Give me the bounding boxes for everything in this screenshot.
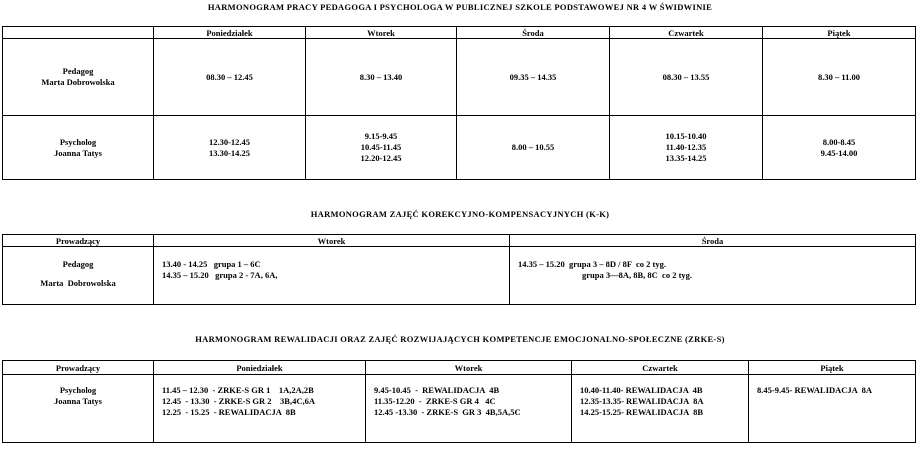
section1-title: HARMONOGRAM PRACY PEDAGOGA I PSYCHOLOGA W PUBLICZNEJ SZKOLE PODSTAWOWEJ NR 4 W ŚWIDWINIE (207, 2, 713, 12)
time-range: 11.40-12.35 (665, 142, 707, 152)
header-empty (3, 27, 154, 39)
time-range: 8.00 – 10.55 (511, 142, 555, 152)
group-entry: 13.40 - 14.25 grupa 1 – 6C (162, 259, 261, 269)
time-range: 12.30-12.45 (208, 136, 251, 147)
session-entry: 12.25 - 15.25 - REWALIDACJA 8B (162, 407, 296, 417)
person-name: Marta Dobrowolska (40, 278, 116, 288)
schedule-cell (749, 375, 916, 443)
time-range: 8.30 – 11.00 (817, 71, 861, 82)
header-tuesday: Wtorek (154, 235, 510, 247)
schedule-cell (763, 39, 916, 116)
role-label: Pedagog (62, 66, 94, 76)
session-entry: 10.40-11.40- REWALIDACJA 4B (580, 385, 703, 395)
work-schedule-table (2, 26, 916, 180)
header-teacher: Prowadzący (3, 235, 154, 247)
time-range: 08.30 – 13.55 (662, 71, 710, 82)
session-entry: 9.45-10.45 - REWALIDACJA 4B (374, 385, 500, 395)
time-range: 9.45-14.00 (820, 147, 858, 158)
header-friday: Piątek (763, 27, 916, 39)
header-friday: Piątek (749, 361, 916, 375)
header-monday: Poniedziałek (154, 27, 306, 39)
time-range: 10.15-10.40 (665, 131, 707, 141)
person-name: Marta Dobrowolska (41, 77, 115, 87)
role-cell (3, 116, 154, 180)
table-row (3, 375, 916, 443)
header-tuesday: Wtorek (306, 27, 457, 39)
person-name: Joanna Tatys (54, 147, 102, 158)
role-label: Psycholog (59, 385, 97, 395)
schedule-cell (572, 375, 749, 443)
schedule-cell (763, 116, 916, 180)
header-thursday: Czwartek (572, 361, 749, 375)
table-row (3, 39, 916, 116)
group-entry: grupa 3—8A, 8B, 8C co 2 tyg. (582, 270, 693, 280)
header-wednesday: Środa (457, 27, 610, 39)
time-range: 9.15-9.45 (364, 131, 398, 141)
time-range: 09.35 – 14.35 (509, 71, 557, 82)
schedule-cell (610, 116, 763, 180)
schedule-cell (510, 247, 916, 305)
schedule-cell (154, 39, 306, 116)
session-entry: 14.25-15.25- REWALIDACJA 8B (580, 407, 704, 417)
time-range: 12.20-12.45 (360, 153, 402, 163)
role-cell (3, 375, 154, 443)
header-teacher: Prowadzący (3, 361, 154, 375)
table-row (3, 116, 916, 180)
person-name: Joanna Tatys (54, 396, 102, 406)
section2-title: HARMONOGRAM ZAJĘĆ KOREKCYJNO-KOMPENSACYJNYCH (K-K) (310, 209, 610, 219)
time-range: 10.45-11.45 (360, 142, 402, 152)
schedule-cell (366, 375, 572, 443)
role-label: Pedagog (62, 259, 94, 269)
header-tuesday: Wtorek (366, 361, 572, 375)
schedule-cell (154, 375, 366, 443)
session-entry: 12.45 - 13.30 - ZRKE-S GR 2 3B,4C,6A (162, 396, 316, 406)
session-entry: 12.45 -13.30 - ZRKE-S GR 3 4B,5A,5C (374, 407, 521, 417)
role-cell (3, 39, 154, 116)
session-entry: 8.45-9.45- REWALIDACJA 8A (757, 385, 872, 395)
header-thursday: Czwartek (610, 27, 763, 39)
schedule-cell (306, 39, 457, 116)
schedule-cell (154, 116, 306, 180)
session-entry: 12.35-13.35- REWALIDACJA 8A (580, 396, 704, 406)
session-entry: 11.35-12.20 - ZRKE-S GR 4 4C (374, 396, 496, 406)
schedule-cell (457, 39, 610, 116)
schedule-cell (457, 116, 610, 180)
role-label: Psycholog (59, 136, 97, 147)
table-row (3, 247, 916, 305)
header-monday: Poniedziałek (154, 361, 366, 375)
header-wednesday: Środa (510, 235, 916, 247)
zrkes-schedule-table (2, 360, 916, 443)
time-range: 8.00-8.45 (822, 136, 856, 147)
time-range: 08.30 – 12.45 (206, 71, 253, 82)
time-range: 13.30-14.25 (208, 147, 251, 158)
session-entry: 11.45 – 12.30 - ZRKE-S GR 1 1A,2A,2B (162, 385, 314, 395)
schedule-cell (154, 247, 510, 305)
time-range: 13.35-14.25 (665, 153, 707, 163)
time-range: 8.30 – 13.40 (359, 71, 403, 82)
kk-schedule-table (2, 234, 916, 305)
group-entry: 14.35 – 15.20 grupa 3 – 8D / 8F co 2 tyg. (518, 259, 666, 269)
section3-title: HARMONOGRAM REWALIDACJI ORAZ ZAJĘĆ ROZWIJAJĄCYCH KOMPETENCJE EMOCJONALNO-SPOŁECZNE (ZRKE-S) (195, 334, 725, 344)
schedule-cell (306, 116, 457, 180)
group-entry: 14.35 – 15.20 grupa 2 - 7A, 6A, (162, 270, 278, 280)
schedule-cell (610, 39, 763, 116)
role-cell (3, 247, 154, 305)
